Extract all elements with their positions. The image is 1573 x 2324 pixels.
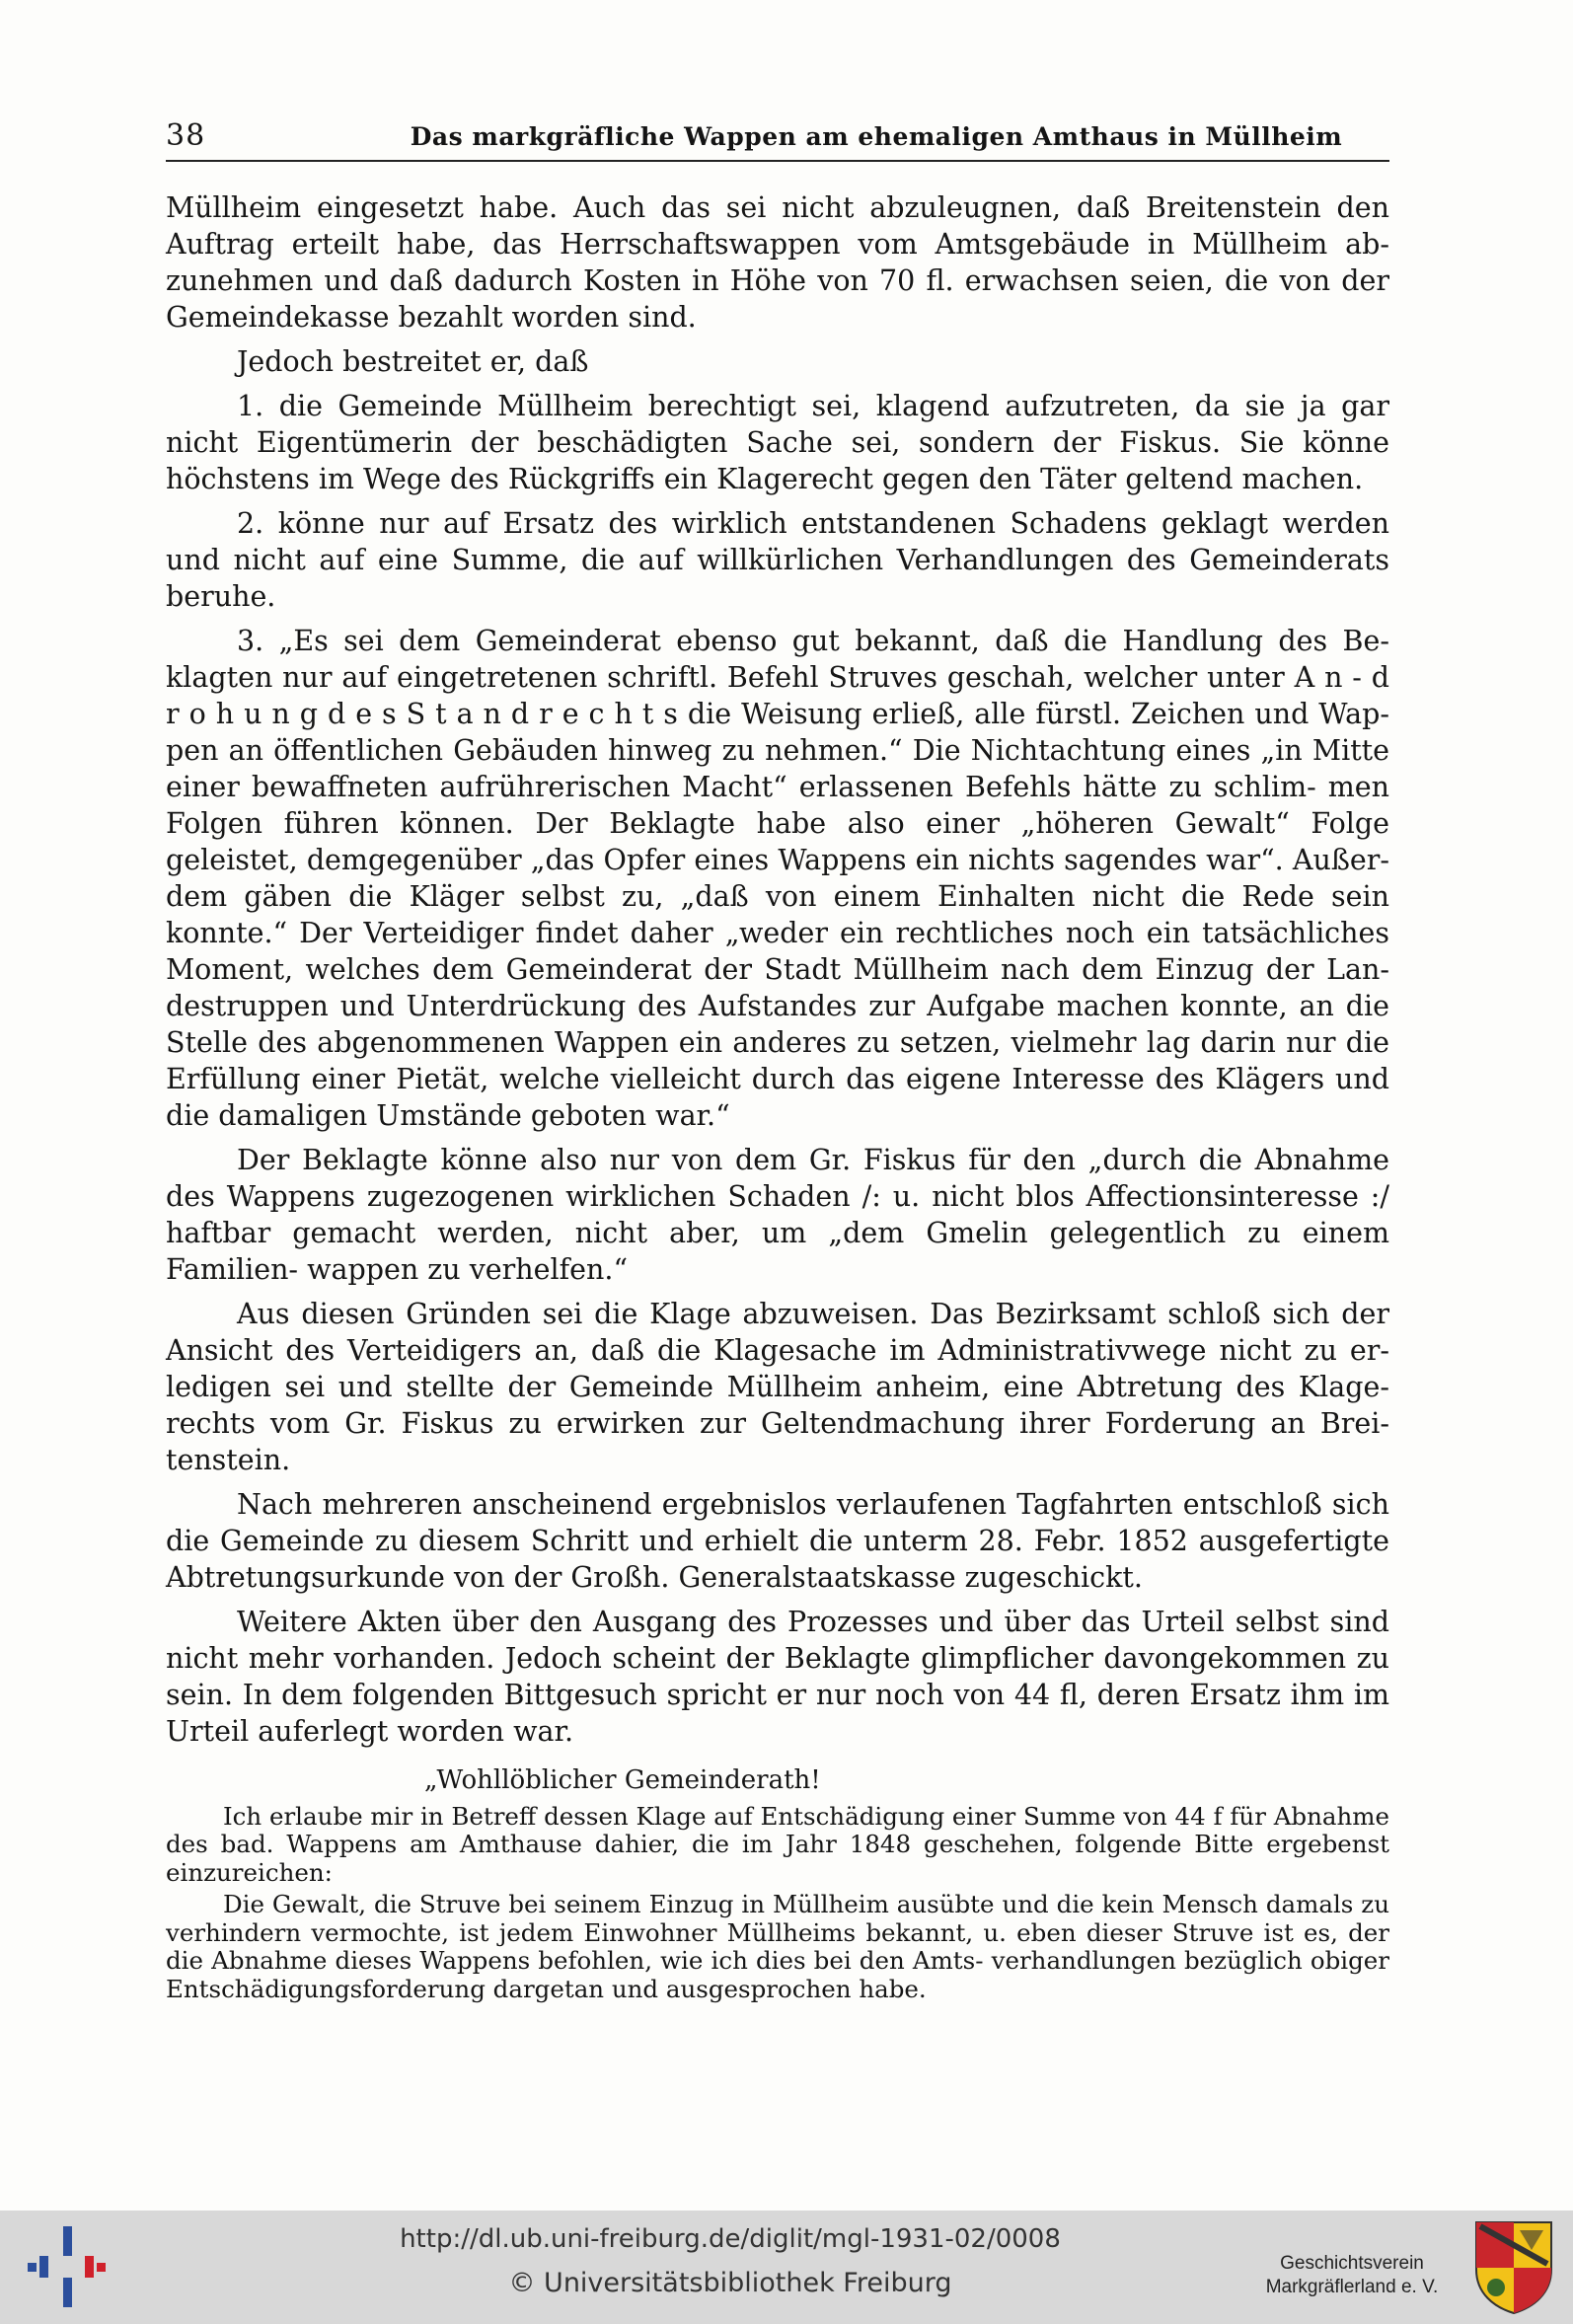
paragraph: Weitere Akten über den Ausgang des Prozesses und über das Urteil selbst sind nicht mehr vorhanden. Jedoch scheint der Beklagte glimpflicher davongekommen zu sein. In dem folgenden Bittgesuch spricht er nur noch von 44 fl, deren Ersatz ihm im Urteil auferlegt worden war. — [166, 1606, 1389, 1748]
paragraph: Nach mehreren anscheinend ergebnislos verlaufenen Tagfahrten entschloß sich die Gemeinde zu diesem Schritt und erhielt die unterm 28. Febr. 1852 ausgefertigte Abtretungsurkunde von der Großh. Generalstaatskasse zugeschickt. — [166, 1488, 1389, 1594]
letter-paragraph: Ich erlaube mir in Betreff dessen Klage auf Entschädigung einer Summe von 44 f für Abnahme des bad. Wappens am Amthause dahier, die im Jahr 1848 geschehen, folgende Bitte ergebenst einzureichen: — [166, 1801, 1389, 1887]
paragraph: Jedoch bestreitet er, daß — [237, 345, 589, 378]
society-line-2: Markgräflerland e. V. — [1265, 2277, 1439, 2297]
header-rule — [166, 160, 1389, 162]
paragraph: Müllheim eingesetzt habe. Auch das sei nicht abzuleugnen, daß Breitenstein den Auftrag erteilt habe, das Herrschaftswappen vom Amtsgebäude in Müllheim ab- zunehmen und daß dadurch Kosten in Höhe von 70 fl. erwachsen seien, die von der Gemeindekasse bezahlt worden sind. — [166, 191, 1389, 334]
paragraph: 1. die Gemeinde Müllheim berechtigt sei, klagend aufzutreten, da sie ja gar nicht Eigentümerin der beschädigten Sache sei, sondern der Fiskus. Sie könne höchstens im Wege des Rückgriffs ein Klagerecht gegen den Täter geltend machen. — [166, 390, 1389, 495]
running-head — [166, 114, 1389, 164]
copyright-notice: © Universitätsbibliothek Freiburg — [508, 2268, 952, 2298]
quoted-letter — [166, 1766, 1389, 2007]
society-name — [1232, 2252, 1472, 2299]
paragraph: 3. „Es sei dem Gemeinderat ebenso gut bekannt, daß die Handlung des Be- klagten nur auf eingetretenen schriftl. Befehl Struves geschah, welcher unter A n - d r o h u n g d e s S t a n d r e c h t s die Weisung erließ, alle fürstl. Zeichen und Wap- pen an öffentlichen Gebäuden hinweg zu nehmen.“ Die Nichtachtung eines „in Mitte einer bewaffneten aufrührerischen Macht“ erlassenen Befehls hätte zu schlim- men Folgen führen können. Der Beklagte habe also einer „höheren Gewalt“ Folge geleistet, demgegenüber „das Opfer eines Wappens ein nichts sagendes war“. Außer- dem gäben die Kläger selbst zu, „daß von einem Einhalten nicht die Rede sein konnte.“ Der Verteidiger findet daher „weder ein rechtliches noch ein tatsächliches Moment, welches dem Gemeinderat der Stadt Müllheim nach dem Einzug der Lan- destruppen und Unterdrückung des Aufstandes zur Aufgabe machen konnte, an die Stelle des abgenommenen Wappen ein anderes zu setzen, vielmehr lag darin nur die Erfüllung einer Pietät, welche vielleicht durch das eigene Interesse des Klägers und die damaligen Umstände geboten war.“ — [166, 625, 1389, 1132]
body-text — [166, 189, 1389, 1758]
society-line-1: Geschichtsverein — [1280, 2253, 1424, 2274]
page-number: 38 — [166, 118, 206, 153]
permalink-url[interactable]: http://dl.ub.uni-freiburg.de/diglit/mgl-1931-02/0008 — [400, 2224, 1061, 2254]
running-title: Das markgräfliche Wappen am ehemaligen Amthaus in Müllheim — [410, 122, 1343, 151]
paragraph: Der Beklagte könne also nur von dem Gr. Fiskus für den „durch die Abnahme des Wappens zugezogenen wirklichen Schaden /: u. nicht blos Affectionsinteresse :/ haftbar gemacht werden, nicht aber, um „dem Gmelin gelegentlich zu einem Familien- wappen zu verhelfen.“ — [166, 1144, 1389, 1286]
letter-salutation: „Wohllöblicher Gemeinderath! — [424, 1765, 821, 1795]
paragraph: 2. könne nur auf Ersatz des wirklich entstandenen Schadens geklagt werden und nicht auf eine Summe, die auf willkürlichen Verhandlungen des Gemeinderats beruhe. — [166, 507, 1389, 613]
letter-paragraph: Die Gewalt, die Struve bei seinem Einzug in Müllheim ausübte und die kein Mensch damals zu verhindern vermochte, ist jedem Einwohner Müllheims bekannt, u. eben dieser Struve ist es, der die Abnahme dieses Wappens befohlen, wie ich dies bei den Amts- verhandlungen bezüglich obiger Entschädigungsforderung dargetan und ausgesprochen habe. — [166, 1890, 1389, 2003]
viewer-footer — [0, 2211, 1573, 2324]
coat-of-arms-icon[interactable] — [1474, 2220, 1553, 2315]
ub-freiburg-logo-icon[interactable] — [28, 2226, 107, 2307]
paragraph: Aus diesen Gründen sei die Klage abzuweisen. Das Bezirksamt schloß sich der Ansicht des Verteidigers an, daß die Klagesache im Administrativwege nicht zu er- ledigen sei und stellte der Gemeinde Müllheim anheim, eine Abtretung des Klage- rechts vom Gr. Fiskus zu erwirken zur Geltendmachung ihrer Forderung an Brei- tenstein. — [166, 1298, 1389, 1476]
